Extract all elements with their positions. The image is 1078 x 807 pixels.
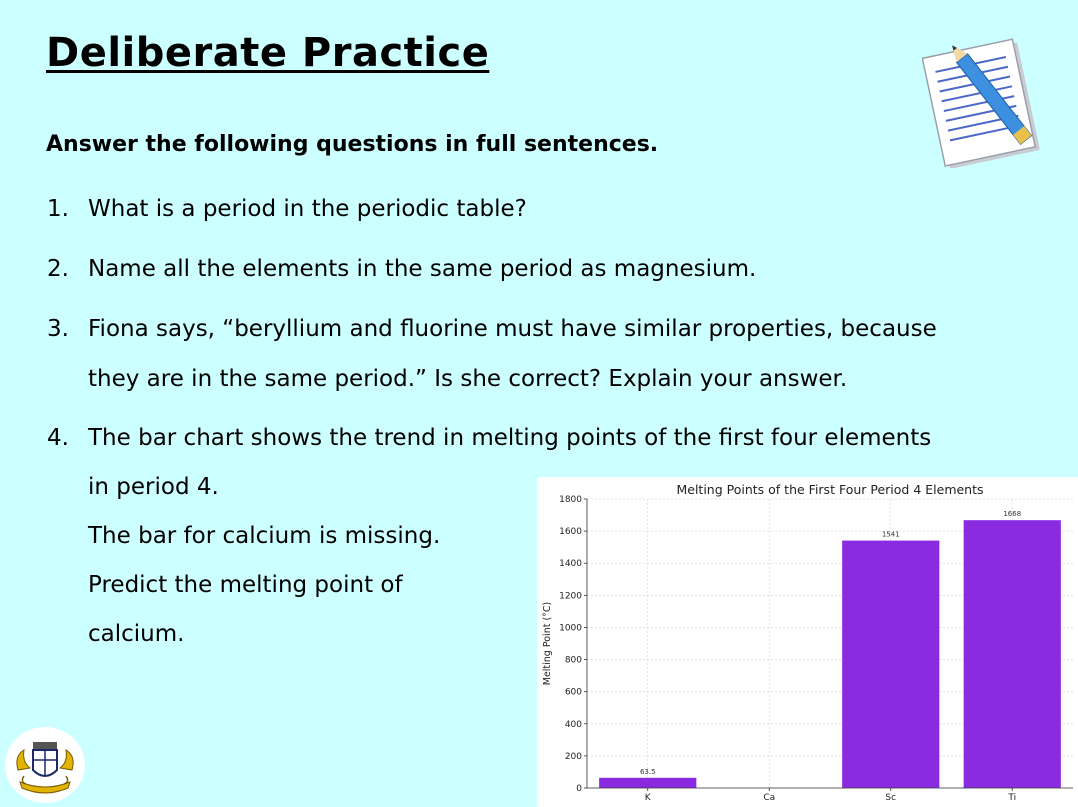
bar-Sc (842, 541, 939, 788)
instruction-text: Answer the following questions in full sentences. (46, 132, 659, 157)
y-tick-label: 200 (564, 751, 582, 762)
bar-K (599, 778, 696, 788)
question-text: Predict the melting point of (88, 572, 403, 598)
question-text: Name all the elements in the same period as magnesium. (88, 256, 757, 282)
question-number: 1. (47, 196, 69, 222)
question-number: 4. (47, 425, 69, 451)
y-tick-label: 1600 (559, 527, 582, 538)
y-tick-label: 800 (564, 655, 582, 666)
question-number: 3. (47, 316, 69, 342)
x-tick-label: Ca (763, 793, 776, 803)
question-text: calcium. (88, 621, 185, 647)
school-crest-logo (4, 726, 86, 804)
question-number: 2. (47, 256, 69, 282)
question-text: The bar for calcium is missing. (88, 523, 441, 549)
slide-title: Deliberate Practice (46, 30, 490, 76)
chart-canvas (537, 477, 1078, 807)
data-label: 1668 (1003, 510, 1022, 519)
question-text: they are in the same period.” Is she correct? Explain your answer. (88, 366, 848, 392)
chart-title: Melting Points of the First Four Period 4 Elements (676, 482, 984, 497)
x-tick-label: Sc (885, 793, 897, 803)
y-tick-label: 1000 (559, 623, 582, 634)
question-text: Fiona says, “beryllium and fluorine must have similar properties, because (88, 316, 937, 342)
question-text: The bar chart shows the trend in melting points of the first four elements (88, 425, 932, 451)
y-tick-label: 1800 (559, 495, 582, 505)
y-tick-label: 600 (564, 687, 582, 698)
question-text: in period 4. (88, 474, 219, 500)
x-tick-label: Ti (1008, 793, 1017, 803)
x-tick-label: K (644, 793, 651, 803)
question-text: What is a period in the periodic table? (88, 196, 527, 222)
bar-Ti (964, 520, 1061, 788)
y-tick-label: 0 (576, 784, 582, 794)
y-tick-label: 1200 (559, 591, 582, 602)
data-label: 63.5 (639, 767, 656, 776)
melting-point-bar-chart (537, 477, 1078, 807)
y-tick-label: 1400 (559, 559, 582, 570)
y-axis-label: Melting Point (°C) (542, 601, 553, 686)
data-label: 1541 (881, 530, 900, 539)
y-tick-label: 400 (564, 719, 582, 730)
notepad-pencil-icon (922, 28, 1050, 168)
